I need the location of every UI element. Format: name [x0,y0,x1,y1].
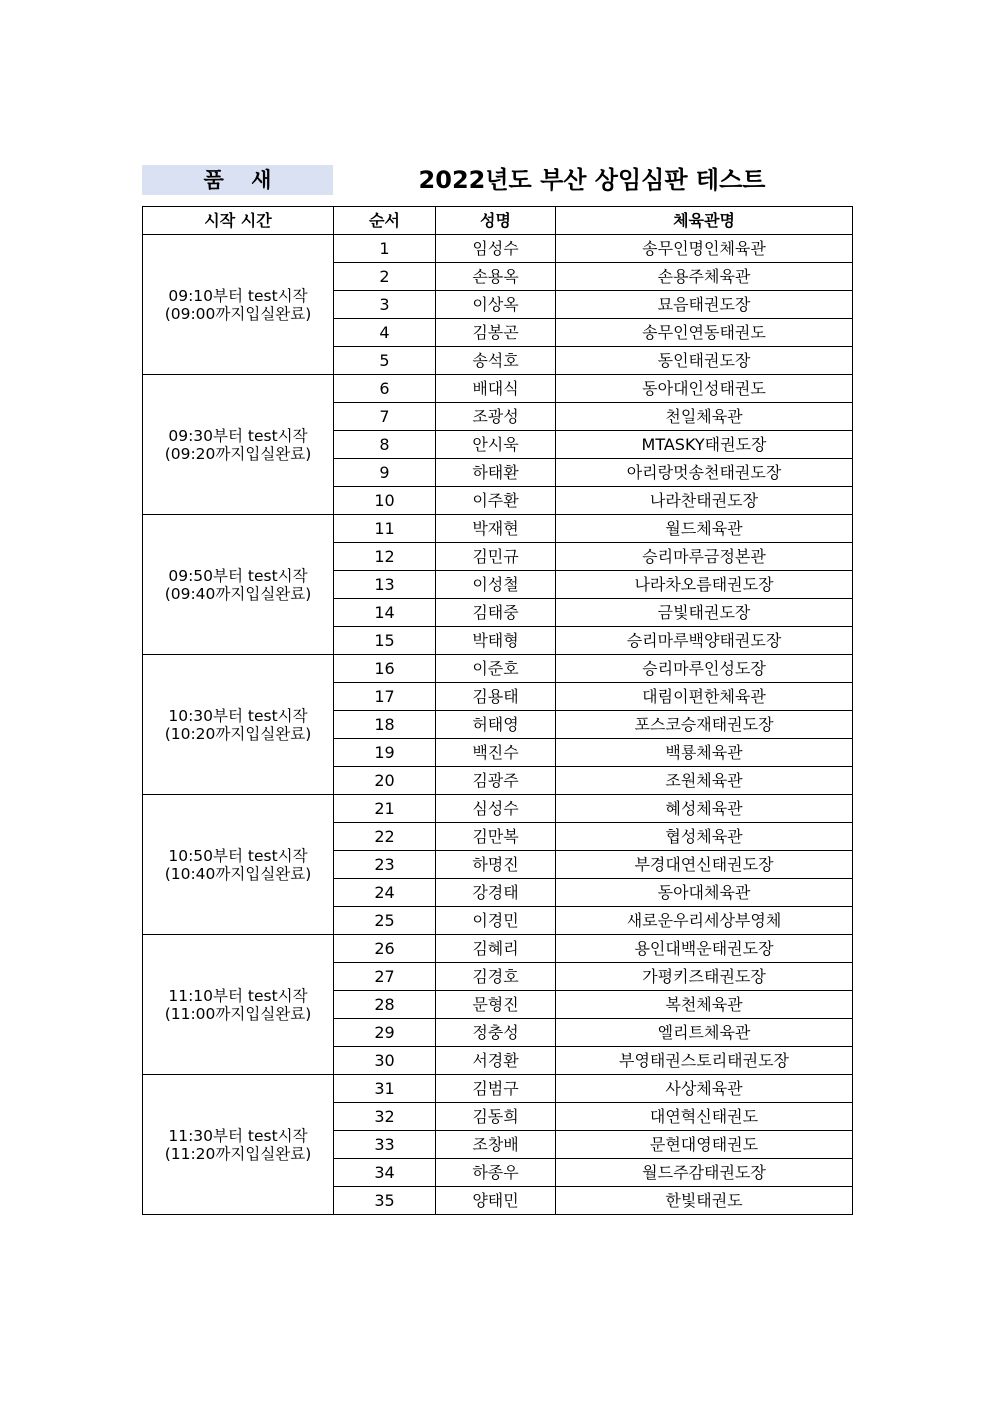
order-cell: 5 [334,347,436,375]
name-cell: 하태환 [436,459,556,487]
name-cell: 박태형 [436,627,556,655]
order-cell: 32 [334,1103,436,1131]
gym-cell: 사상체육관 [556,1075,853,1103]
entry-deadline: (09:00까지입실완료) [164,304,312,323]
table-row [143,235,853,263]
name-cell: 양태민 [436,1187,556,1215]
table-row [143,795,853,823]
order-cell: 11 [334,515,436,543]
start-time-cell [143,795,334,935]
order-cell: 7 [334,403,436,431]
gym-cell: 대림이편한체육관 [556,683,853,711]
order-cell: 20 [334,767,436,795]
gym-cell: 승리마루인성도장 [556,655,853,683]
entry-deadline: (10:20까지입실완료) [164,724,312,743]
gym-cell: MTASKY태권도장 [556,431,853,459]
order-cell: 28 [334,991,436,1019]
name-cell: 이주환 [436,487,556,515]
name-cell: 박재현 [436,515,556,543]
order-cell: 30 [334,1047,436,1075]
gym-cell: 혜성체육관 [556,795,853,823]
name-cell: 김혜리 [436,935,556,963]
start-time-cell [143,935,334,1075]
order-cell: 2 [334,263,436,291]
order-cell: 22 [334,823,436,851]
table-header-row [143,207,853,235]
name-cell: 이경민 [436,907,556,935]
order-cell: 35 [334,1187,436,1215]
order-cell: 25 [334,907,436,935]
order-cell: 15 [334,627,436,655]
name-cell: 안시욱 [436,431,556,459]
name-cell: 강경태 [436,879,556,907]
document-title: 2022년도 부산 상임심판 테스트 [418,166,766,194]
name-cell: 심성수 [436,795,556,823]
order-cell: 17 [334,683,436,711]
order-cell: 6 [334,375,436,403]
name-cell: 임성수 [436,235,556,263]
name-cell: 하종우 [436,1159,556,1187]
order-cell: 1 [334,235,436,263]
entry-deadline: (09:40까지입실완료) [164,584,312,603]
test-start-time: 11:30부터 test시작 [168,1126,308,1145]
entry-deadline: (10:40까지입실완료) [164,864,312,883]
table-row [143,375,853,403]
order-cell: 13 [334,571,436,599]
gym-cell: 천일체육관 [556,403,853,431]
name-cell: 이준호 [436,655,556,683]
order-cell: 21 [334,795,436,823]
name-cell: 배대식 [436,375,556,403]
name-cell: 이성철 [436,571,556,599]
order-cell: 26 [334,935,436,963]
gym-cell: 동아대인성태권도 [556,375,853,403]
gym-cell: 대연혁신태권도 [556,1103,853,1131]
gym-cell: 월드체육관 [556,515,853,543]
start-time-cell [143,1075,334,1215]
order-cell: 12 [334,543,436,571]
table-row [143,515,853,543]
gym-cell: 승리마루금정본관 [556,543,853,571]
test-start-time: 09:30부터 test시작 [168,426,308,445]
order-cell: 16 [334,655,436,683]
test-start-time: 10:30부터 test시작 [168,706,308,725]
gym-cell: 송무인명인체육관 [556,235,853,263]
schedule-table [142,206,853,1215]
gym-cell: 월드주감태권도장 [556,1159,853,1187]
entry-deadline: (11:20까지입실완료) [164,1144,312,1163]
gym-cell: 금빛태권도장 [556,599,853,627]
test-start-time: 11:10부터 test시작 [168,986,308,1005]
name-cell: 김광주 [436,767,556,795]
order-cell: 14 [334,599,436,627]
name-cell: 문형진 [436,991,556,1019]
name-cell: 허태영 [436,711,556,739]
order-cell: 27 [334,963,436,991]
gym-cell: 나라차오름태권도장 [556,571,853,599]
order-cell: 10 [334,487,436,515]
gym-cell: 협성체육관 [556,823,853,851]
name-cell: 조창배 [436,1131,556,1159]
name-cell: 김봉곤 [436,319,556,347]
entry-deadline: (09:20까지입실완료) [164,444,312,463]
name-cell: 송석호 [436,347,556,375]
name-cell: 김경호 [436,963,556,991]
gym-cell: 동아대체육관 [556,879,853,907]
gym-cell: 포스코승재태권도장 [556,711,853,739]
name-cell: 손용옥 [436,263,556,291]
order-cell: 19 [334,739,436,767]
name-cell: 김태중 [436,599,556,627]
order-cell: 3 [334,291,436,319]
gym-cell: 용인대백운태권도장 [556,935,853,963]
order-cell: 29 [334,1019,436,1047]
name-cell: 김동희 [436,1103,556,1131]
order-cell: 31 [334,1075,436,1103]
name-cell: 김범구 [436,1075,556,1103]
entry-deadline: (11:00까지입실완료) [164,1004,312,1023]
table-row [143,655,853,683]
test-start-time: 09:10부터 test시작 [168,286,308,305]
name-cell: 조광성 [436,403,556,431]
start-time-cell [143,515,334,655]
column-header-name: 성명 [436,207,556,235]
name-cell: 정충성 [436,1019,556,1047]
order-cell: 18 [334,711,436,739]
gym-cell: 송무인연동태권도 [556,319,853,347]
gym-cell: 새로운우리세상부영체 [556,907,853,935]
order-cell: 33 [334,1131,436,1159]
order-cell: 8 [334,431,436,459]
order-cell: 9 [334,459,436,487]
gym-cell: 부경대연신태권도장 [556,851,853,879]
start-time-cell [143,375,334,515]
gym-cell: 손용주체육관 [556,263,853,291]
gym-cell: 조원체육관 [556,767,853,795]
test-start-time: 09:50부터 test시작 [168,566,308,585]
name-cell: 백진수 [436,739,556,767]
name-cell: 김용태 [436,683,556,711]
gym-cell: 한빛태권도 [556,1187,853,1215]
name-cell: 김만복 [436,823,556,851]
column-header-start-time: 시작 시간 [143,207,334,235]
gym-cell: 부영태권스토리태권도장 [556,1047,853,1075]
gym-cell: 동인태권도장 [556,347,853,375]
table-body [143,235,853,1215]
name-cell: 하명진 [436,851,556,879]
gym-cell: 승리마루백양태권도장 [556,627,853,655]
start-time-cell [143,655,334,795]
start-time-cell [143,235,334,375]
order-cell: 24 [334,879,436,907]
column-header-gym: 체육관명 [556,207,853,235]
test-start-time: 10:50부터 test시작 [168,846,308,865]
order-cell: 23 [334,851,436,879]
column-header-order: 순서 [334,207,436,235]
table-row [143,935,853,963]
gym-cell: 가평키즈태권도장 [556,963,853,991]
gym-cell: 나라찬태권도장 [556,487,853,515]
name-cell: 이상옥 [436,291,556,319]
order-cell: 34 [334,1159,436,1187]
gym-cell: 묘음태권도장 [556,291,853,319]
gym-cell: 복천체육관 [556,991,853,1019]
gym-cell: 백룡체육관 [556,739,853,767]
gym-cell: 엘리트체육관 [556,1019,853,1047]
gym-cell: 아리랑멋송천태권도장 [556,459,853,487]
table-row [143,1075,853,1103]
gym-cell: 문현대영태권도 [556,1131,853,1159]
category-badge: 품 새 [142,165,333,195]
order-cell: 4 [334,319,436,347]
name-cell: 김민규 [436,543,556,571]
name-cell: 서경환 [436,1047,556,1075]
